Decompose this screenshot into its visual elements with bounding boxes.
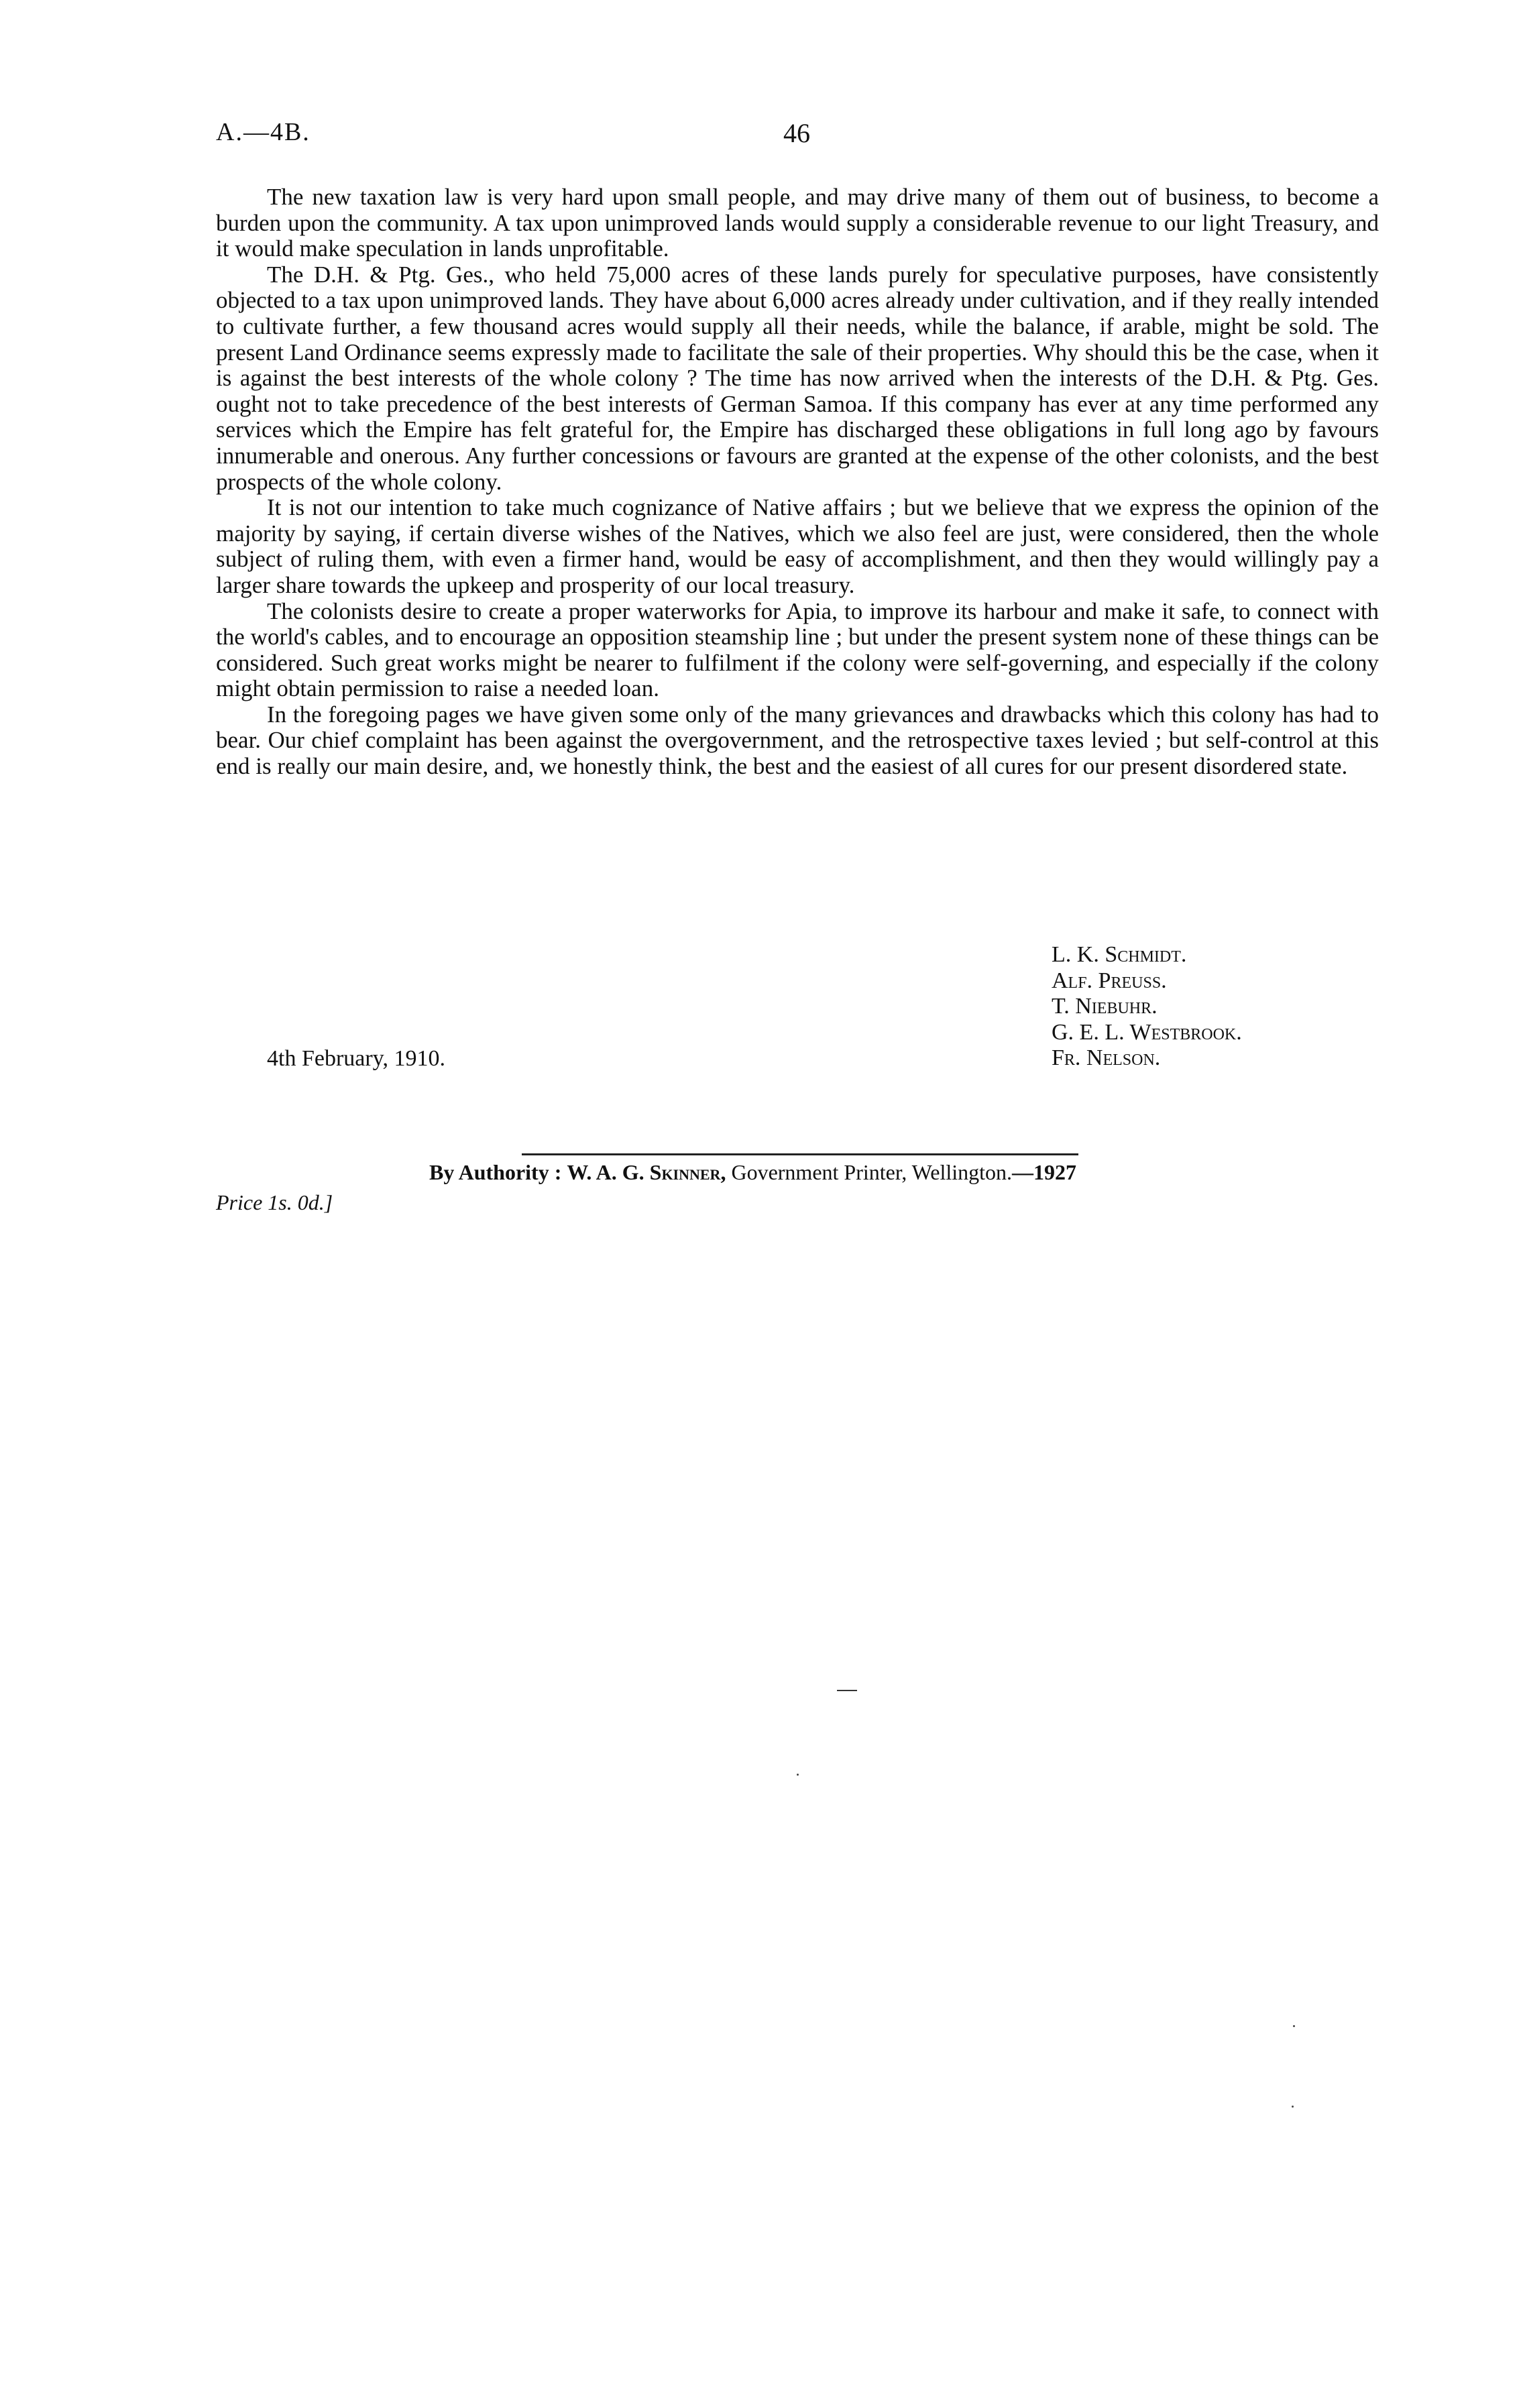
divider-rule: [522, 1153, 1078, 1155]
signatory-name: G. E. L. Westbrook.: [1052, 1019, 1242, 1045]
stray-mark: [837, 1690, 857, 1691]
printer-name: W. A. G. Skinner,: [567, 1160, 726, 1184]
printer-imprint: [429, 1160, 1076, 1185]
paragraph: The D.H. & Ptg. Ges., who held 75,000 acres of these lands purely for speculative purposes, have consistently objected to a tax upon unimproved lands. They have about 6,000 acres already under cultivation, and if they really intended to cultivate further, a few thousand acres would supply all their needs, while the balance, if arable, might be sold. The present Land Ordinance seems expressly made to facilitate the sale of their properties. Why should this be the case, when it is against the best interests of the whole colony ? The time has now arrived when the interests of the D.H. & Ptg. Ges. ought not to take precedence of the best interests of German Samoa. If this company has ever at any time performed any services which the Empire has felt grateful for, the Empire has discharged these obligations in full long ago by favours innumerable and onerous. Any further concessions or favours are granted at the expense of the other colonists, and the best prospects of the whole colony.: [216, 261, 1379, 495]
speck: [1293, 2025, 1295, 2027]
price-note: Price 1s. 0d.]: [216, 1190, 333, 1214]
paragraph: In the foregoing pages we have given some only of the many grievances and drawbacks which this colony has had to bear. Our chief complaint has been against the overgovernment, and the retrospective taxes levied ; but self-control at this end is really our main desire, and, we honestly think, the best and the easiest of all cures for our present disordered state.: [216, 701, 1379, 780]
signatory-name: Alf. Preuss.: [1052, 968, 1167, 993]
imprint-prefix: By Authority :: [429, 1160, 562, 1184]
imprint-year: —1927: [1012, 1160, 1077, 1184]
imprint-location: Government Printer, Wellington.: [731, 1160, 1013, 1184]
signatory-name: L. K. Schmidt.: [1052, 942, 1187, 967]
paragraph: The colonists desire to create a proper waterworks for Apia, to improve its harbour and make it safe, to connect with the world's cables, and to encourage an opposition steamship line ; but under the present system none of these things can be considered. Such great works might be nearer to fulfilment if the colony were self-governing, and especially if the colony might obtain permission to raise a needed loan.: [216, 597, 1379, 702]
document-code: A.—4B.: [216, 118, 311, 146]
body-text: [216, 184, 1379, 780]
page-header: [216, 117, 1383, 151]
speck: [1292, 2106, 1294, 2108]
speck: [797, 1774, 799, 1776]
date-line: 4th February, 1910.: [267, 1046, 445, 1071]
paragraph: It is not our intention to take much cognizance of Native affairs ; but we believe that we express the opinion of the majority by saying, if certain diverse wishes of the Natives, which we also feel are just, were considered, then the whole subject of ruling them, with even a firmer hand, would be easy of accomplishment, and then they would willingly pay a larger share towards the upkeep and prosperity of our local treasury.: [216, 494, 1379, 598]
page-number: 46: [783, 118, 810, 148]
signatory-name: Fr. Nelson.: [1052, 1045, 1161, 1071]
paragraph: The new taxation law is very hard upon small people, and may drive many of them out of business, to become a burden upon the community. A tax upon unimproved lands would supply a considerable revenue to our light Treasury, and it would make speculation in lands unprofitable.: [216, 184, 1379, 262]
signatory-name: T. Niebuhr.: [1052, 994, 1158, 1019]
signature-block: [1052, 942, 1242, 1072]
